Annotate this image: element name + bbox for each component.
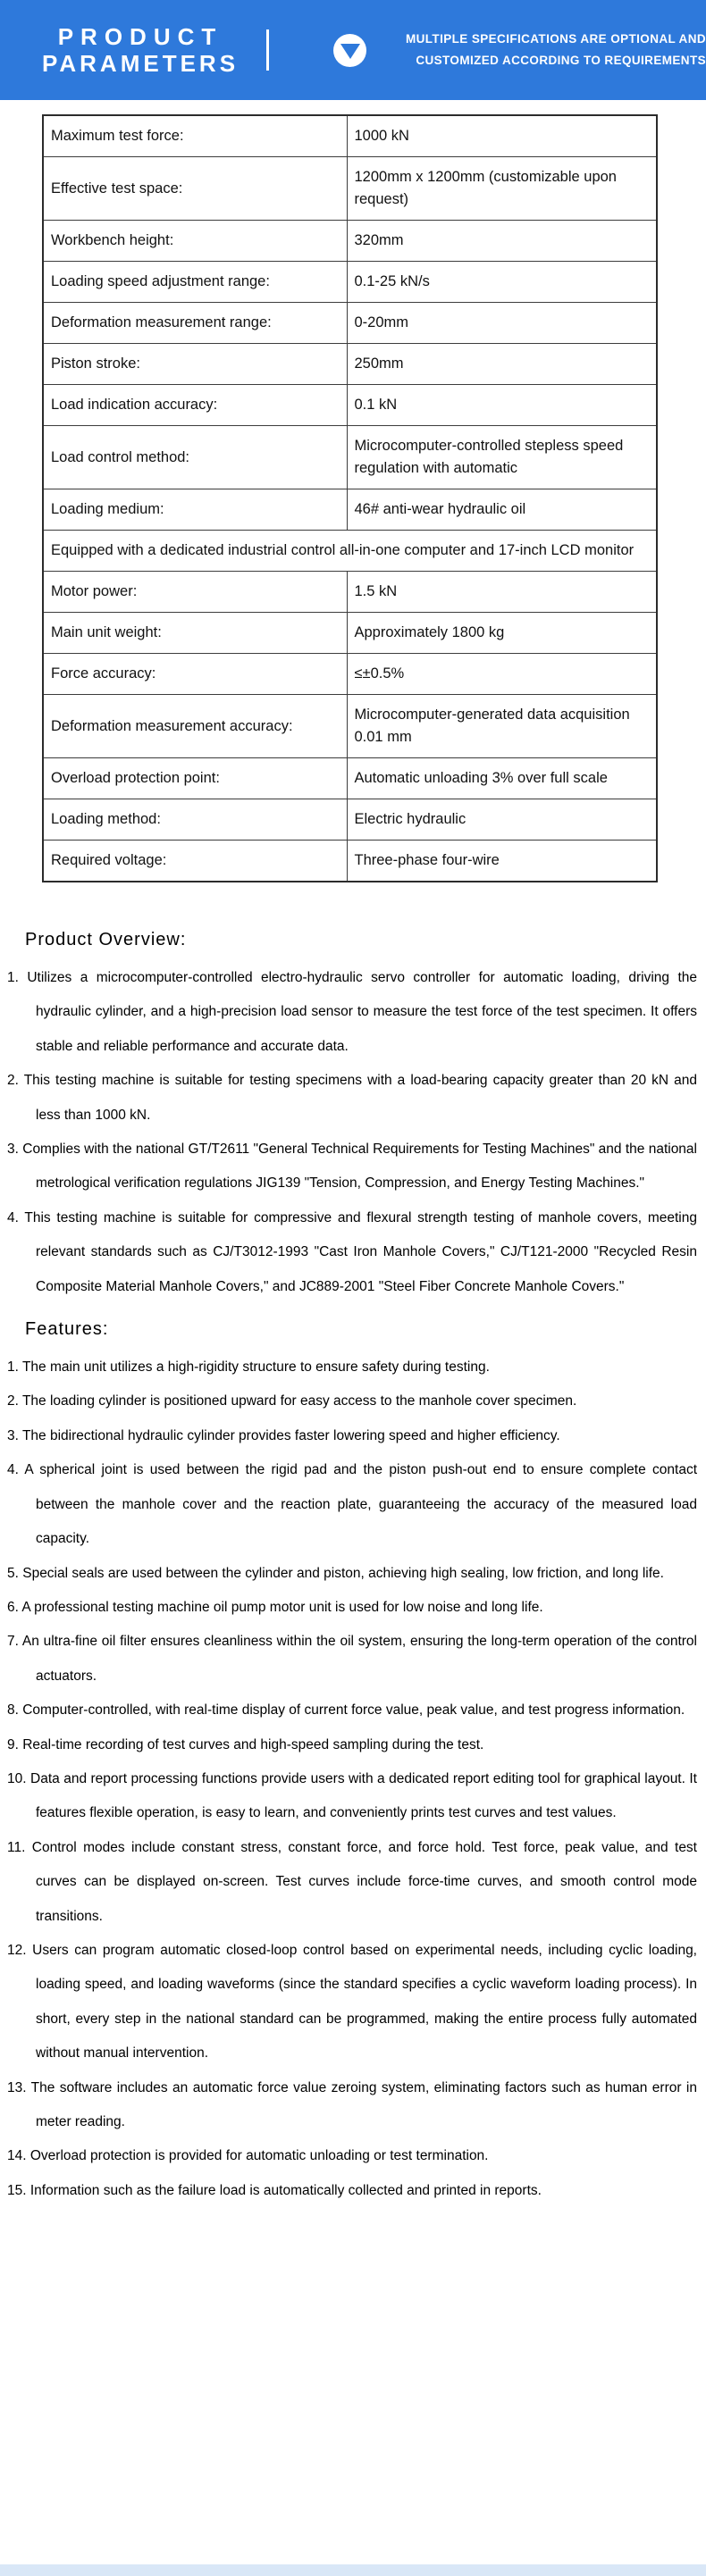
page-title bbox=[20, 23, 261, 77]
spec-value-cell: 0.1 kN bbox=[347, 385, 657, 426]
spec-label-cell: Loading medium: bbox=[43, 489, 347, 531]
spec-label-cell: Workbench height: bbox=[43, 221, 347, 262]
features-list bbox=[0, 1351, 706, 2208]
list-item: 4. A spherical joint is used between the rigid pad and the piston push-out end to ensure complete contact between the manhole cover and the reaction plate, guaranteeing the accuracy of the measured load capacity. bbox=[7, 1462, 697, 1547]
spec-full-cell: Equipped with a dedicated industrial control all-in-one computer and 17-inch LCD monitor bbox=[43, 531, 657, 572]
table-row bbox=[43, 221, 657, 262]
spec-label-cell: Motor power: bbox=[43, 572, 347, 613]
list-item: 5. Special seals are used between the cylinder and piston, achieving high sealing, low friction, and long life. bbox=[7, 1565, 664, 1581]
list-item: 15. Information such as the failure load is automatically collected and printed in reports. bbox=[7, 2182, 542, 2198]
page-title-line2: PARAMETERS bbox=[41, 50, 240, 77]
list-item: 4. This testing machine is suitable for compressive and flexural strength testing of manhole covers, meeting relevant standards such as CJ/T3012-1993 "Cast Iron Manhole Covers," CJ/T121-2000 "Recycled Resin Composite Material Manhole Covers," and JC889-2001 "Steel Fiber Concrete Manhole Covers." bbox=[7, 1209, 697, 1294]
table-row bbox=[43, 572, 657, 613]
table-row bbox=[43, 262, 657, 303]
spec-label-cell: Effective test space: bbox=[43, 157, 347, 221]
spec-value-cell: Three-phase four-wire bbox=[347, 841, 657, 882]
spec-value-cell: Microcomputer-controlled stepless speed regulation with automatic bbox=[347, 426, 657, 489]
list-item: 13. The software includes an automatic force value zeroing system, eliminating factors such as human error in meter reading. bbox=[7, 2079, 697, 2129]
spec-label-cell: Maximum test force: bbox=[43, 115, 347, 157]
spec-label-cell: Main unit weight: bbox=[43, 613, 347, 654]
header-banner bbox=[0, 0, 706, 100]
list-item: 3. Complies with the national GT/T2611 "General Technical Requirements for Testing Machines" and the national metrological verification regulations JIG139 "Tension, Compression, and Energy Testing Machines." bbox=[7, 1142, 697, 1192]
list-item: 2. This testing machine is suitable for testing specimens with a load-bearing capacity greater than 20 kN and less than 1000 kN. bbox=[7, 1073, 697, 1123]
spec-label-cell: Force accuracy: bbox=[43, 654, 347, 695]
spec-value-cell: 1000 kN bbox=[347, 115, 657, 157]
spec-value-cell: 250mm bbox=[347, 344, 657, 385]
list-item: 1. Utilizes a microcomputer-controlled electro-hydraulic servo controller for automatic loading, driving the hydraulic cylinder, and a high-precision load sensor to measure the test force of the test specimen. It offers stable and reliable performance and accurate data. bbox=[7, 970, 697, 1054]
header-divider bbox=[266, 29, 269, 71]
list-item: 7. An ultra-fine oil filter ensures cleanliness within the oil system, ensuring the long-term operation of the control actuators. bbox=[7, 1634, 697, 1684]
spec-label-cell: Load control method: bbox=[43, 426, 347, 489]
spec-value-cell: 0-20mm bbox=[347, 303, 657, 344]
spec-value-cell: 320mm bbox=[347, 221, 657, 262]
table-row bbox=[43, 344, 657, 385]
spec-label-cell: Overload protection point: bbox=[43, 758, 347, 799]
table-row bbox=[43, 157, 657, 221]
list-item: 2. The loading cylinder is positioned upward for easy access to the manhole cover specimen. bbox=[7, 1393, 577, 1409]
page-title-line1: PRODUCT bbox=[57, 23, 223, 50]
spec-label-cell: Loading speed adjustment range: bbox=[43, 262, 347, 303]
list-item: 11. Control modes include constant stress, constant force, and force hold. Test force, peak value, and test curves can be displayed on-screen. Test curves include force-time curves, and smooth control mode transitions. bbox=[7, 1839, 697, 1924]
overview-heading: Product Overview: bbox=[25, 930, 187, 949]
spec-table bbox=[42, 114, 658, 882]
spec-value-cell: 0.1-25 kN/s bbox=[347, 262, 657, 303]
table-row bbox=[43, 303, 657, 344]
down-triangle-circle-icon bbox=[333, 34, 366, 67]
spec-label-cell: Required voltage: bbox=[43, 841, 347, 882]
spec-value-cell: Electric hydraulic bbox=[347, 799, 657, 841]
list-item: 9. Real-time recording of test curves and high-speed sampling during the test. bbox=[7, 1736, 484, 1752]
table-row bbox=[43, 115, 657, 157]
spec-label-cell: Loading method: bbox=[43, 799, 347, 841]
table-row bbox=[43, 654, 657, 695]
badge-line1: MULTIPLE SPECIFICATIONS ARE OPTIONAL AND bbox=[405, 32, 706, 46]
spec-value-cell: Microcomputer-generated data acquisition 0.01 mm bbox=[347, 695, 657, 758]
table-row bbox=[43, 489, 657, 531]
table-row bbox=[43, 799, 657, 841]
overview-list bbox=[0, 961, 706, 1304]
spec-value-cell: Automatic unloading 3% over full scale bbox=[347, 758, 657, 799]
list-item: 3. The bidirectional hydraulic cylinder provides faster lowering speed and higher efficiency. bbox=[7, 1427, 560, 1443]
list-item: 12. Users can program automatic closed-loop control based on experimental needs, including cyclic loading, loading speed, and loading waveforms (since the standard specifies a cyclic waveform loading process). In short, every step in the national standard can be programmed, making the entire process fully automated without manual intervention. bbox=[7, 1942, 697, 2062]
table-row bbox=[43, 841, 657, 882]
spec-value-cell: 1200mm x 1200mm (customizable upon request) bbox=[347, 157, 657, 221]
table-row bbox=[43, 758, 657, 799]
header-badge-text bbox=[377, 29, 706, 71]
list-item: 14. Overload protection is provided for automatic unloading or test termination. bbox=[7, 2148, 489, 2164]
spec-value-cell: 46# anti-wear hydraulic oil bbox=[347, 489, 657, 531]
table-row bbox=[43, 613, 657, 654]
list-item: 10. Data and report processing functions provide users with a dedicated report editing tool for graphical layout. It features flexible operation, is easy to learn, and conveniently prints test curves and test values. bbox=[7, 1770, 697, 1821]
table-row bbox=[43, 426, 657, 489]
spec-label-cell: Load indication accuracy: bbox=[43, 385, 347, 426]
spec-value-cell: 1.5 kN bbox=[347, 572, 657, 613]
list-item: 8. Computer-controlled, with real-time display of current force value, peak value, and test progress information. bbox=[7, 1702, 685, 1719]
spec-value-cell: Approximately 1800 kg bbox=[347, 613, 657, 654]
table-row bbox=[43, 385, 657, 426]
table-row-fullwidth bbox=[43, 531, 657, 572]
spec-value-cell: ≤±0.5% bbox=[347, 654, 657, 695]
spec-label-cell: Piston stroke: bbox=[43, 344, 347, 385]
triangle-glyph bbox=[340, 44, 360, 59]
list-item: 1. The main unit utilizes a high-rigidity structure to ensure safety during testing. bbox=[7, 1359, 490, 1376]
features-heading: Features: bbox=[25, 1319, 109, 1340]
table-row bbox=[43, 695, 657, 758]
spec-label-cell: Deformation measurement accuracy: bbox=[43, 695, 347, 758]
badge-line2: CUSTOMIZED ACCORDING TO REQUIREMENTS bbox=[416, 54, 706, 67]
bottom-strip bbox=[0, 2564, 706, 2576]
list-item: 6. A professional testing machine oil pump motor unit is used for low noise and long life. bbox=[7, 1599, 543, 1615]
spec-label-cell: Deformation measurement range: bbox=[43, 303, 347, 344]
